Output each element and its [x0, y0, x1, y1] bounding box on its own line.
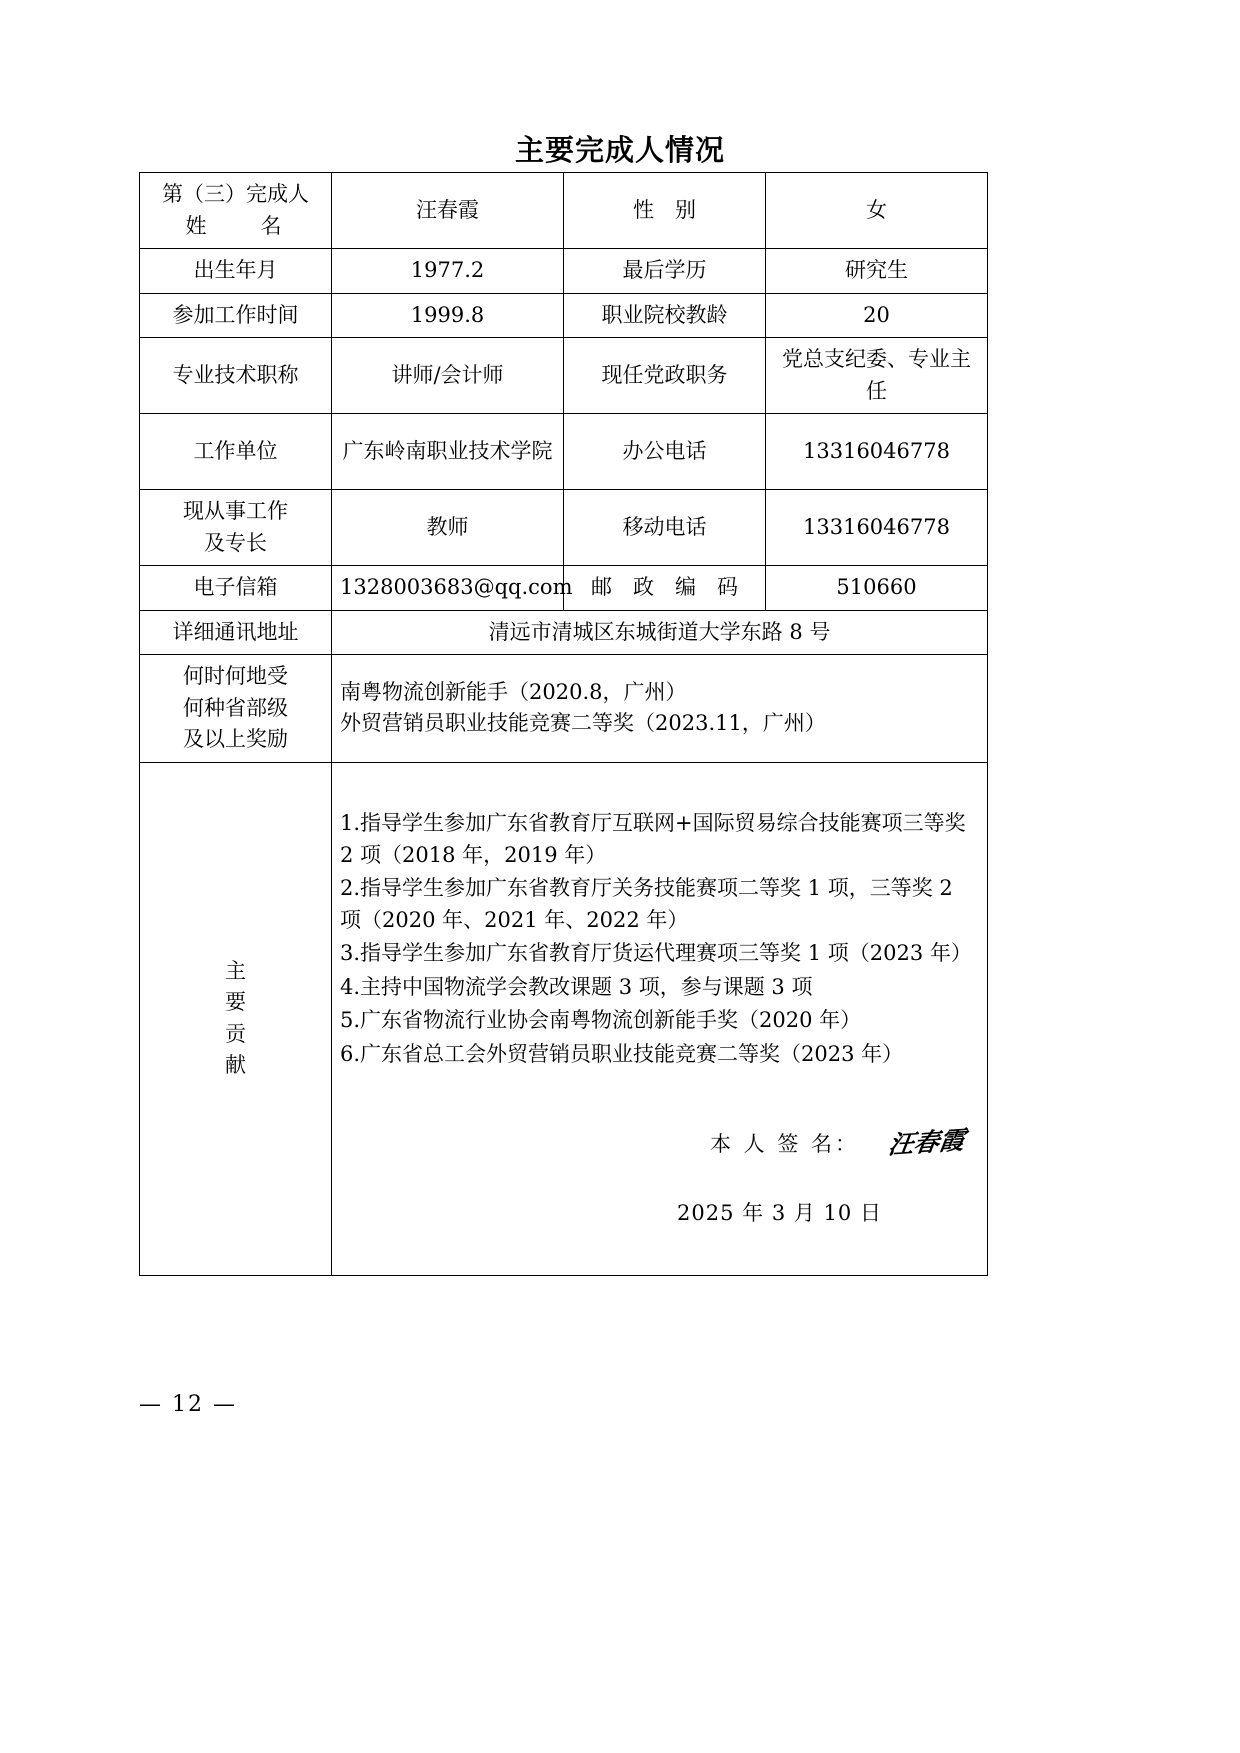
cell-party-post-label: 现任党政职务: [564, 338, 766, 414]
table-row-current-work: [140, 490, 988, 566]
awards-label-line2: 何种省部级: [183, 695, 288, 720]
name-label-line2: 姓 名: [185, 213, 286, 238]
contribution-line: 4.主持中国物流学会教改课题 3 项，参与课题 3 项: [340, 974, 813, 999]
cell-email-value: 1328003683@qq.com: [332, 566, 564, 611]
cell-current-work-value: 教师: [332, 490, 564, 566]
cell-teaching-years-value: 20: [766, 293, 988, 338]
award-line: 南粤物流创新能手（2020.8，广州）: [340, 679, 687, 704]
cell-office-phone-label: 办公电话: [564, 414, 766, 490]
cell-professional-title-value: 讲师/会计师: [332, 338, 564, 414]
cell-awards-value: [332, 655, 988, 763]
table-row-birth: [140, 249, 988, 294]
cell-contribution-label: [140, 762, 332, 1275]
contribution-line: 5.广东省物流行业协会南粤物流创新能手奖（2020 年）: [340, 1008, 862, 1032]
cell-unit-value: 广东岭南职业技术学院: [332, 414, 564, 490]
cell-party-post-value: 党总支纪委、专业主任: [766, 338, 988, 414]
cell-mobile-label: 移动电话: [564, 490, 766, 566]
contribution-label-char: 献: [225, 1053, 246, 1077]
cell-email-label: 电子信箱: [140, 566, 332, 611]
table-row-email: [140, 566, 988, 611]
current-work-label-line2: 及专长: [204, 530, 267, 555]
awards-label-line3: 及以上奖励: [183, 727, 288, 751]
signature-label: 本 人 签 名：: [710, 1132, 860, 1156]
cell-name-label: [140, 173, 332, 249]
contribution-line: 1.指导学生参加广东省教育厅互联网+国际贸易综合技能赛项三等奖 2 项（2018 年，2019 年）: [340, 811, 966, 867]
signature-value: 汪春霞: [886, 1125, 967, 1160]
signature-date: 2025 年 3 月 10 日: [677, 1200, 882, 1225]
cell-awards-label: [140, 655, 332, 763]
page-title: 主要完成人情况: [514, 133, 725, 167]
cell-unit-label: 工作单位: [140, 414, 332, 490]
cell-zip-value: 510660: [766, 566, 988, 611]
table-row-unit: [140, 414, 988, 490]
cell-office-phone-value: 13316046778: [766, 414, 988, 490]
main-info-table: [139, 172, 988, 1276]
cell-contribution-value: [332, 762, 988, 1275]
cell-birth-label: 出生年月: [140, 249, 332, 294]
cell-zip-label: 邮 政 编 码: [564, 566, 766, 611]
current-work-label-line1: 现从事工作: [183, 499, 288, 523]
cell-mobile-value: 13316046778: [766, 490, 988, 566]
table-row-contribution: [140, 762, 988, 1275]
table-row-work-start: [140, 293, 988, 338]
cell-address-label: 详细通讯地址: [140, 610, 332, 655]
cell-current-work-label: [140, 490, 332, 566]
table-row-name: [140, 173, 988, 249]
contribution-line: 3.指导学生参加广东省教育厅货运代理赛项三等奖 1 项（2023 年）: [340, 941, 972, 965]
award-line: 外贸营销员职业技能竞赛二等奖（2023.11，广州）: [340, 711, 826, 736]
cell-gender-value: 女: [766, 173, 988, 249]
table-row-professional-title: [140, 338, 988, 414]
cell-address-value: 清远市清城区东城街道大学东路 8 号: [332, 610, 988, 655]
signature-row: [340, 1124, 979, 1162]
name-label-line1: 第（三）完成人: [162, 182, 309, 206]
cell-gender-label: 性 别: [564, 173, 766, 249]
cell-education-label: 最后学历: [564, 249, 766, 294]
cell-name-value: 汪春霞: [332, 173, 564, 249]
contribution-label-char: 贡: [225, 1021, 246, 1046]
page-number: — 12 —: [139, 1392, 237, 1417]
contribution-line: 6.广东省总工会外贸营销员职业技能竞赛二等奖（2023 年）: [340, 1041, 904, 1066]
cell-education-value: 研究生: [766, 249, 988, 294]
contribution-label-char: 要: [225, 990, 246, 1014]
cell-work-start-value: 1999.8: [332, 293, 564, 338]
cell-work-start-label: 参加工作时间: [140, 293, 332, 338]
cell-professional-title-label: 专业技术职称: [140, 338, 332, 414]
cell-teaching-years-label: 职业院校教龄: [564, 293, 766, 338]
table-row-address: [140, 610, 988, 655]
table-row-awards: [140, 655, 988, 763]
contribution-label-char: 主: [225, 958, 246, 983]
awards-label-line1: 何时何地受: [183, 664, 288, 688]
contribution-line: 2.指导学生参加广东省教育厅关务技能赛项二等奖 1 项，三等奖 2 项（2020 年、2021 年、2022 年）: [340, 876, 953, 932]
cell-birth-value: 1977.2: [332, 249, 564, 294]
